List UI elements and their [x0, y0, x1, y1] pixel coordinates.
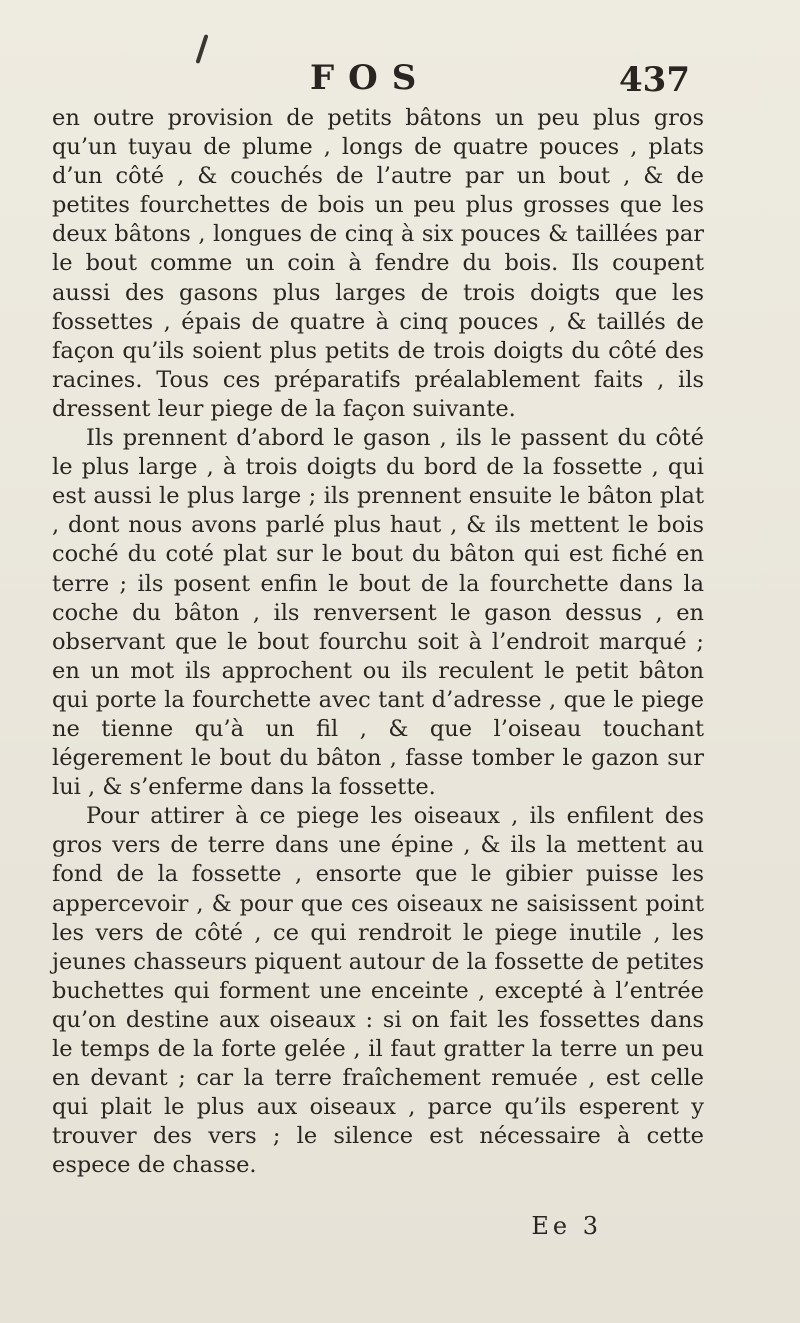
paragraph-2: Ils prennent d’abord le gason , ils le passent du côté le plus large , à trois doigts du bord de la fossette , qui est aussi le plus large ; ils prennent ensuite le bâton plat , dont nous avons parlé plus haut , & ils mettent le bois coché du coté plat sur le bout du bâton qui est fiché en terre ; ils posent enfin le bout de la fourchette dans la coche du bâton , ils renversent le gason dessus , en observant que le bout fourchu soit à l’endroit marqué ; en un mot ils approchent ou ils reculent le petit bâton qui porte la fourchette avec tant d’adresse , que le piege ne tienne qu’à un fil , & que l’oiseau touchant légerement le bout du bâton , fasse tomber le gazon sur lui , & s’enferme dans la fossette.	[52, 425, 704, 801]
paragraph-1: en outre provision de petits bâtons un peu plus gros qu’un tuyau de plume , longs de quatre pouces , plats d’un côté , & couchés de l’autre par un bout , & de petites fourchettes de bois un peu plus grosses que les deux bâtons , longues de cinq à six pouces & taillées par le bout comme un coin à fendre du bois. Ils coupent aussi des gasons plus larges de trois doigts que les fossettes , épais de quatre à cinq pouces , & taillés de façon qu’ils soient plus petits de trois doigts du côté des racines. Tous ces préparatifs préalablement faits , ils dressent leur piege de la façon suivante.	[52, 105, 704, 422]
page-number: 437	[619, 60, 690, 100]
body-text	[52, 104, 704, 1180]
header-title: FOS	[310, 58, 431, 98]
running-header	[60, 58, 690, 102]
signature-mark: Ee 3	[531, 1212, 602, 1240]
paragraph-3: Pour attirer à ce piege les oiseaux , ils enfilent des gros vers de terre dans une épine , & ils la mettent au fond de la fossette , ensorte que le gibier puisse les appercevoir , & pour que ces oiseaux ne saisissent point les vers de côté , ce qui rendroit le piege inutile , les jeunes chasseurs piquent autour de la fossette de petites buchettes qui forment une enceinte , excepté à l’entrée qu’on destine aux oiseaux : si on fait les fossettes dans le temps de la forte gelée , il faut gratter la terre un peu en devant ; car la terre fraîchement remuée , est celle qui plait le plus aux oiseaux , parce qu’ils esperent y trouver des vers ; le silence est nécessaire à cette espece de chasse.	[52, 803, 704, 1179]
